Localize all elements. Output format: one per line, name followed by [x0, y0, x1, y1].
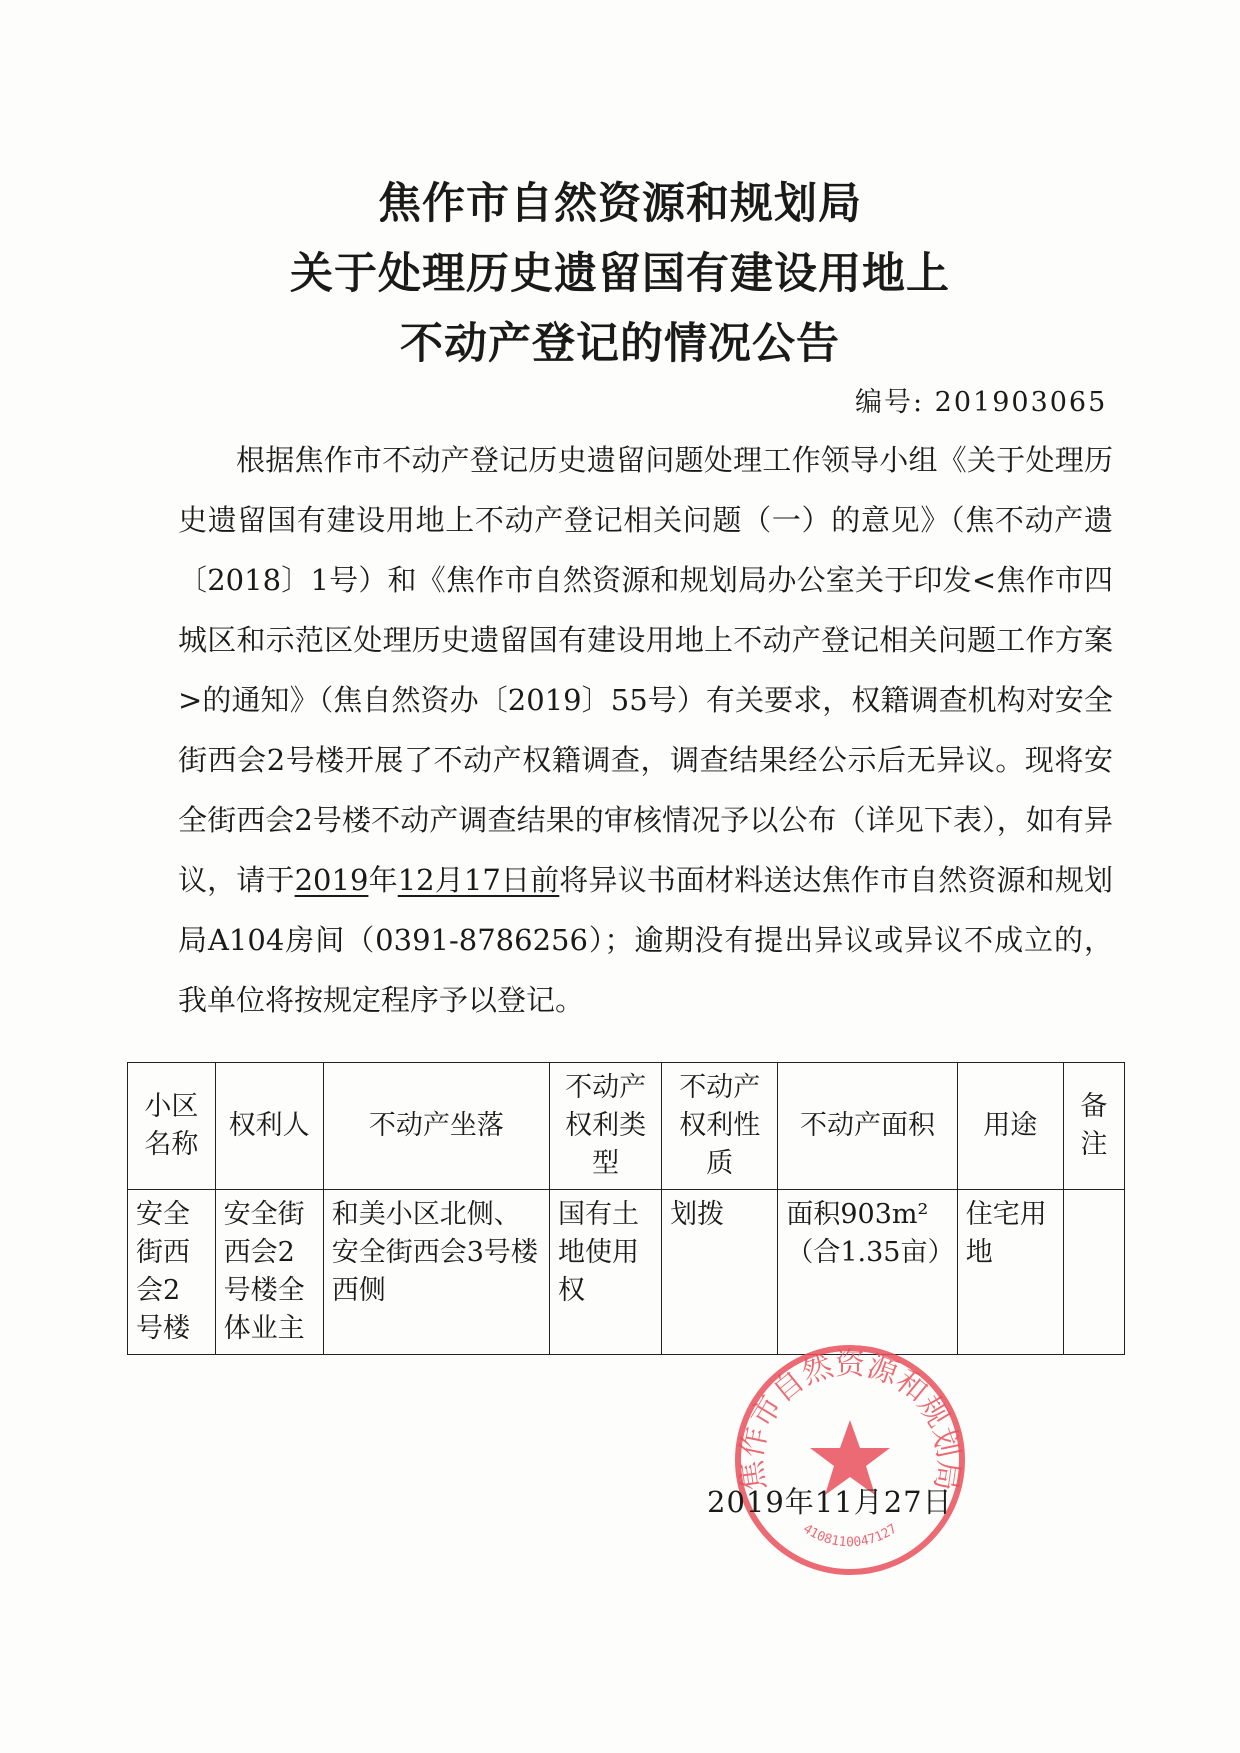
header-cell: 不动产权利性质	[662, 1063, 778, 1190]
body-part-2: 将异议书面材料送达焦作市自然资源和规划局A104房间（0391-8786256）；逾期没有提出异议或异议不成立的，我单位将按规定程序予以登记。	[178, 863, 1113, 1017]
header-cell: 不动产坐落	[323, 1063, 549, 1190]
header-cell: 不动产面积	[778, 1063, 957, 1190]
header-cell: 不动产权利类型	[550, 1063, 662, 1190]
header-cell: 权利人	[215, 1063, 323, 1190]
cell-right-type: 国有土地使用权	[550, 1190, 662, 1355]
body-part-1: 根据焦作市不动产登记历史遗留问题处理工作领导小组《关于处理历史遗留国有建设用地上不动产登记相关问题（一）的意见》（焦不动产遗〔2018〕1号）和《焦作市自然资源和规划局办公室关于印发<焦作市四城区和示范区处理历史遗留国有建设用地上不动产登记相关问题工作方案>的通知》（焦自然资办〔2019〕55号）有关要求，权籍调查机构对安全街西会2号楼开展了不动产权籍调查，调查结果经公示后无异议。现将安全街西会2号楼不动产调查结果的审核情况予以公布（详见下表），如有异议，请于	[178, 443, 1113, 897]
title-line-1: 焦作市自然资源和规划局	[378, 179, 862, 229]
header-cell: 小区名称	[128, 1063, 216, 1190]
title-line-3: 不动产登记的情况公告	[400, 319, 840, 369]
table-row	[128, 1190, 1125, 1355]
property-table	[127, 1062, 1125, 1355]
doc-number: 编号: 201903065	[855, 387, 1108, 418]
body-paragraph	[178, 430, 1113, 1030]
cell-location: 和美小区北侧、安全街西会3号楼西侧	[323, 1190, 549, 1355]
cell-community: 安全街西会2号楼	[128, 1190, 216, 1355]
header-cell: 备注	[1063, 1063, 1124, 1190]
year-char: 年	[368, 863, 398, 897]
seal-name: 焦作市自然资源和规划局	[734, 1347, 966, 1493]
official-seal	[725, 1335, 975, 1585]
title-line-2: 关于处理历史遗留国有建设用地上	[290, 249, 950, 299]
cell-area: 面积903m²（合1.35亩）	[778, 1190, 957, 1355]
deadline-year: 2019	[294, 863, 369, 897]
issue-date: 2019年11月27日	[707, 1485, 953, 1519]
table-header-row	[128, 1063, 1125, 1190]
notice-body	[178, 430, 1113, 1030]
cell-usage: 住宅用地	[957, 1190, 1063, 1355]
cell-right-nature: 划拨	[662, 1190, 778, 1355]
cell-remark	[1063, 1190, 1124, 1355]
header-cell: 用途	[957, 1063, 1063, 1190]
cell-owner: 安全街西会2号楼全体业主	[215, 1190, 323, 1355]
seal-code: 4108110047127	[800, 1521, 900, 1551]
deadline-month-day: 12月17日前	[397, 863, 560, 897]
